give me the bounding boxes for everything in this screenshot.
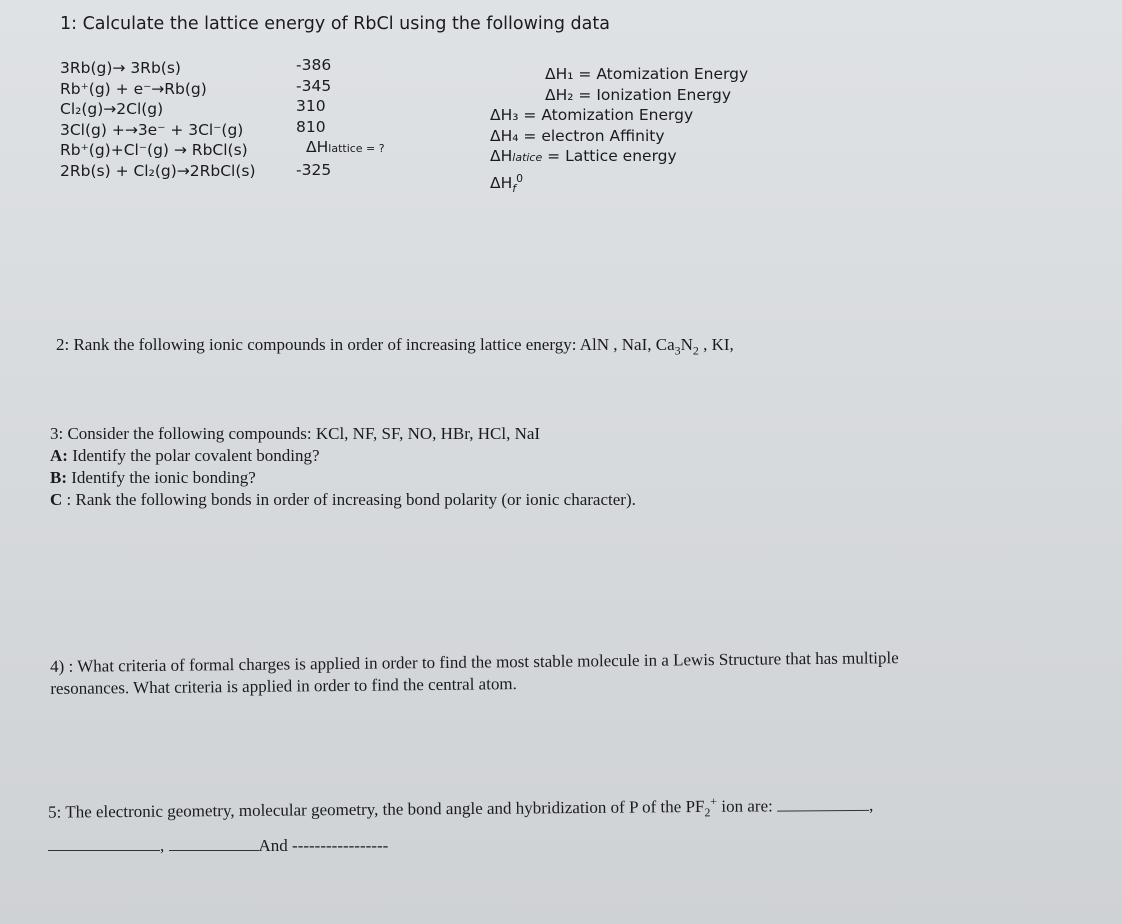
question-1-title: 1: Calculate the lattice energy of RbCl using the following data <box>60 14 610 34</box>
question-4-line: resonances. What criteria is applied in order to find the central atom. <box>50 674 517 698</box>
enthalpy-value: -325 <box>296 160 332 179</box>
question-5: 5: The electronic geometry, molecular geometry, the bond angle and hybridization of P of the $PF_2^+$ ion are: , <box>48 794 874 822</box>
enthalpy-value: 810 <box>296 117 326 136</box>
legend-line: ΔH₄ = electron Affinity <box>490 126 665 145</box>
legend-line: ΔH₁ = Atomization Energy <box>545 65 749 83</box>
question-3 <box>50 423 636 511</box>
legend-line-lattice: ΔHlatice = Lattice energy <box>490 147 677 165</box>
legend-line: ΔH₂ = Ionization Energy <box>545 85 732 104</box>
enthalpy-value: -345 <box>296 76 332 95</box>
question-4 <box>50 647 899 700</box>
answer-blank[interactable] <box>777 795 869 811</box>
reaction-line: Cl₂(g)→2Cl(g) <box>60 100 164 118</box>
enthalpy-value: -386 <box>296 56 332 74</box>
reaction-list <box>60 58 256 181</box>
reaction-line: 3Rb(g)→ 3Rb(s) <box>60 59 181 77</box>
lattice-enthalpy-unknown: ΔHlattice = ? <box>306 138 385 156</box>
question-4-line: 4) : What criteria of formal charges is applied in order to find the most stable molecule in a Lewis Structure that has multiple <box>50 648 899 676</box>
enthalpy-values <box>296 55 385 180</box>
answer-blank[interactable] <box>48 836 160 851</box>
reaction-line: 2Rb(s) + Cl₂(g)→2RbCl(s) <box>60 161 256 180</box>
answer-blank[interactable] <box>169 836 259 851</box>
question-3-prompt: 3: Consider the following compounds: KCl, NF, SF, NO, HBr, HCl, NaI <box>50 424 541 443</box>
reaction-line: Rb⁺(g) + e⁻→Rb(g) <box>60 79 207 98</box>
legend-line: ΔH₃ = Atomization Energy <box>490 106 694 124</box>
enthalpy-value: 310 <box>296 97 326 115</box>
enthalpy-legend <box>490 64 748 199</box>
question-3-part-a: A: Identify the polar covalent bonding? <box>50 446 320 465</box>
reaction-line: 3Cl(g) +→3e⁻ + 3Cl⁻(g) <box>60 120 244 139</box>
question-3-part-b: B: Identify the ionic bonding? <box>50 468 256 487</box>
reaction-line: Rb⁺(g)+Cl⁻(g) → RbCl(s) <box>60 141 248 159</box>
legend-line-formation: $\Delta H_f^0$ <box>490 171 523 195</box>
question-2: 2: Rank the following ionic compounds in order of increasing lattice energy: AlN , NaI, $Ca_3N_2$ , KI, <box>56 335 734 358</box>
question-3-part-c: C : Rank the following bonds in order of increasing bond polarity (or ionic character). <box>50 490 636 509</box>
question-5-answer-line: , And ----------------- <box>48 836 388 856</box>
